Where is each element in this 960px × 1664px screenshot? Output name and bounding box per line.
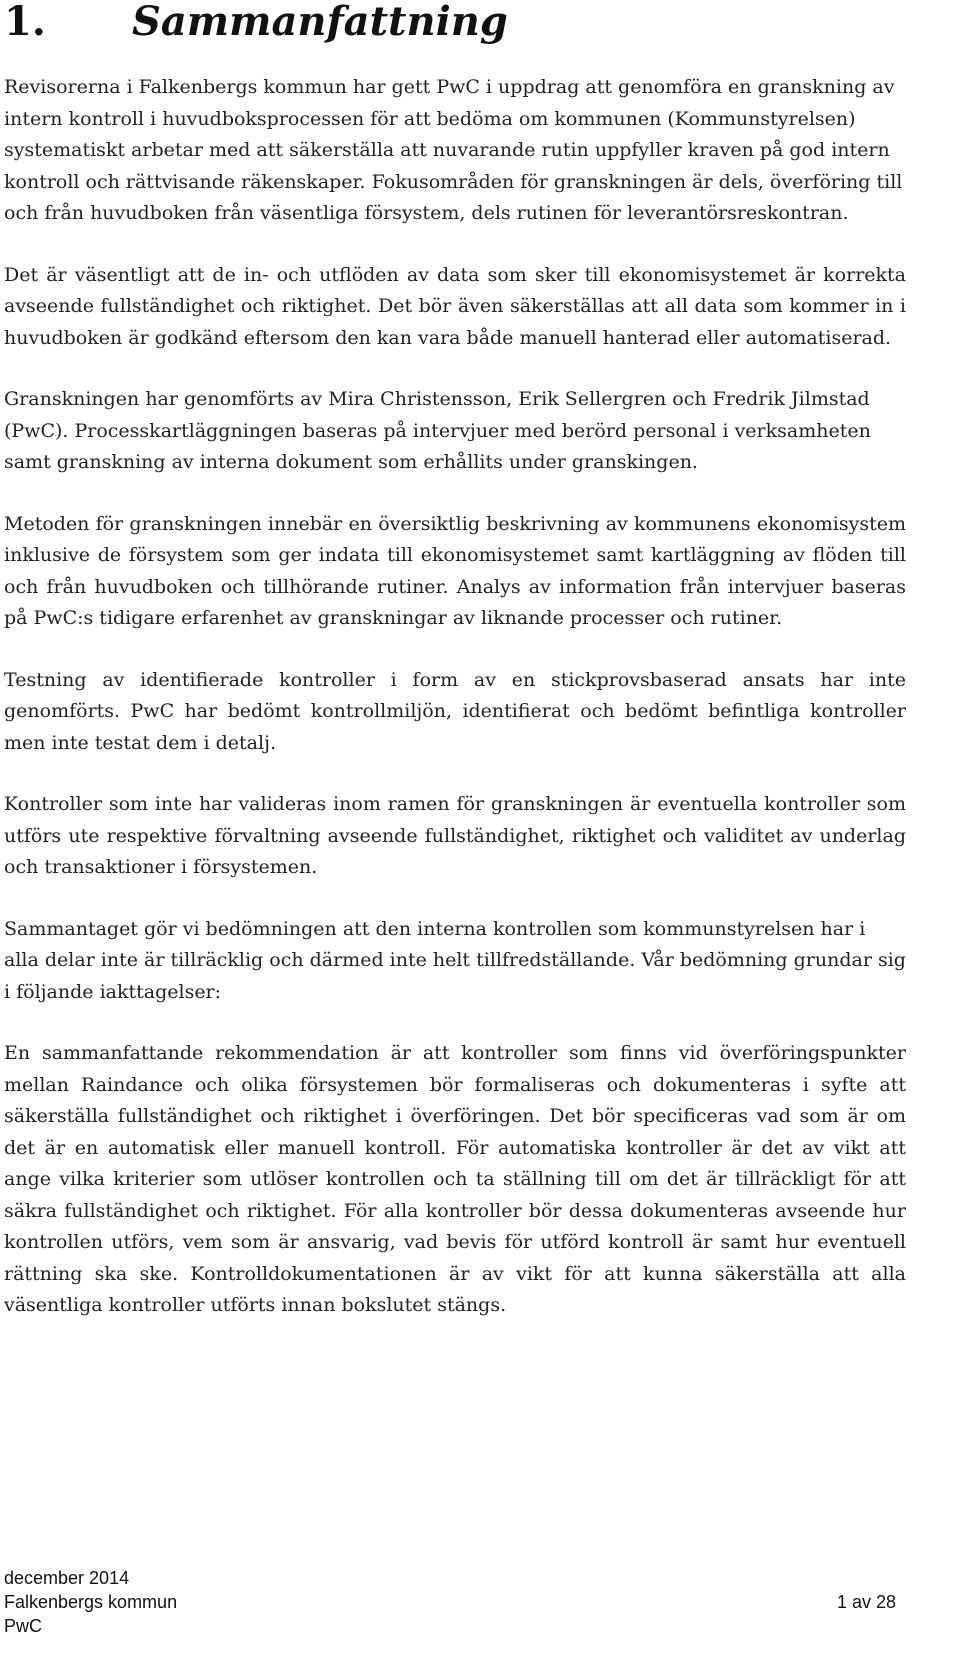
paragraph-assessment: Sammantaget gör vi bedömningen att den interna kontrollen som kommunstyrelsen har i alla delar inte är tillräcklig och därmed inte helt tillfredställande. Vår bedömning grundar sig i följande iakttagelser: (4, 917, 906, 1003)
paragraph-controls-not-validated: Kontroller som inte har valideras inom ramen för granskningen är eventuella kontroller som utförs ute respektive förvaltning avseende fullständighet, riktighet och validitet av underlag och transaktioner i försystemen. (4, 793, 906, 878)
page-number: 1 av 28 (836, 1592, 896, 1612)
footer-row-firm (4, 1614, 896, 1638)
footer-organization: Falkenbergs kommun (4, 1592, 178, 1612)
footer-date: december 2014 (4, 1568, 130, 1588)
section-number: 1. (4, 0, 46, 45)
section-heading (4, 0, 508, 44)
footer-row-date (4, 1566, 896, 1590)
footer-row-organization (4, 1590, 896, 1614)
paragraph-recommendation: En sammanfattande rekommendation är att kontroller som finns vid överföringspunkter mellan Raindance och olika försystemen bör formaliseras och dokumenteras i syfte att säkerställa fullständighet och riktighet i överföringen. Det bör specificeras vad som är om det är en automatisk eller manuell kontroll. För automatiska kontroller är det av vikt att ange vilka kriterier som utlöser kontrollen och ta ställning till om det är tillräckligt för att säkra fullständighet och riktighet. För alla kontroller bör dessa dokumenteras avseende hur kontrollen utförs, vem som är ansvarig, vad bevis för utförd kontroll är samt hur eventuell rättning ska ske. Kontrolldokumentationen är av vikt för att kunna säkerställa att alla väsentliga kontroller utförts innan bokslutet stängs. (4, 1042, 906, 1316)
paragraph-testing: Testning av identifierade kontroller i form av en stickprovsbaserad ansats har inte genomförts. PwC har bedömt kontrollmiljön, identifierat och bedömt befintliga kontroller men inte testat dem i detalj. (4, 668, 906, 754)
section-title: Sammanfattning (132, 0, 508, 45)
paragraph-reviewers: Granskningen har genomförts av Mira Christensson, Erik Sellergren och Fredrik Jilmstad (PwC). Processkartläggningen baseras på intervjuer med berörd personal i verksamheten samt granskning av interna dokument som erhållits under granskingen. (4, 388, 871, 473)
summary-body (4, 72, 906, 1352)
paragraph-data-flows: Det är väsentligt att de in- och utflöden av data som sker till ekonomisystemet är korrekta avseende fullständighet och riktighet. Det bör även säkerställas att all data som kommer in i huvudboken är godkänd eftersom den kan vara både manuell hanterad eller automatiserad. (4, 263, 906, 349)
page-footer (4, 1566, 896, 1638)
paragraph-method: Metoden för granskningen innebär en översiktlig beskrivning av kommunens ekonomisystem inklusive de försystem som ger indata till ekonomisystemet samt kartläggning av flöden till och från huvudboken och tillhörande rutiner. Analys av information från intervjuer baseras på PwC:s tidigare erfarenhet av granskningar av liknande processer och rutiner. (4, 512, 906, 629)
paragraph-assignment: Revisorerna i Falkenbergs kommun har gett PwC i uppdrag att genomföra en granskning av intern kontroll i huvudboksprocessen för att bedöma om kommunen (Kommunstyrelsen) systematiskt arbetar med att säkerställa att nuvarande rutin uppfyller kraven på god intern kontroll och rättvisande räkenskaper. Fokusområden för granskningen är dels, överföring till och från huvudboken från väsentliga försystem, dels rutinen för leverantörsreskontran. (4, 76, 903, 224)
footer-firm: PwC (4, 1616, 43, 1636)
